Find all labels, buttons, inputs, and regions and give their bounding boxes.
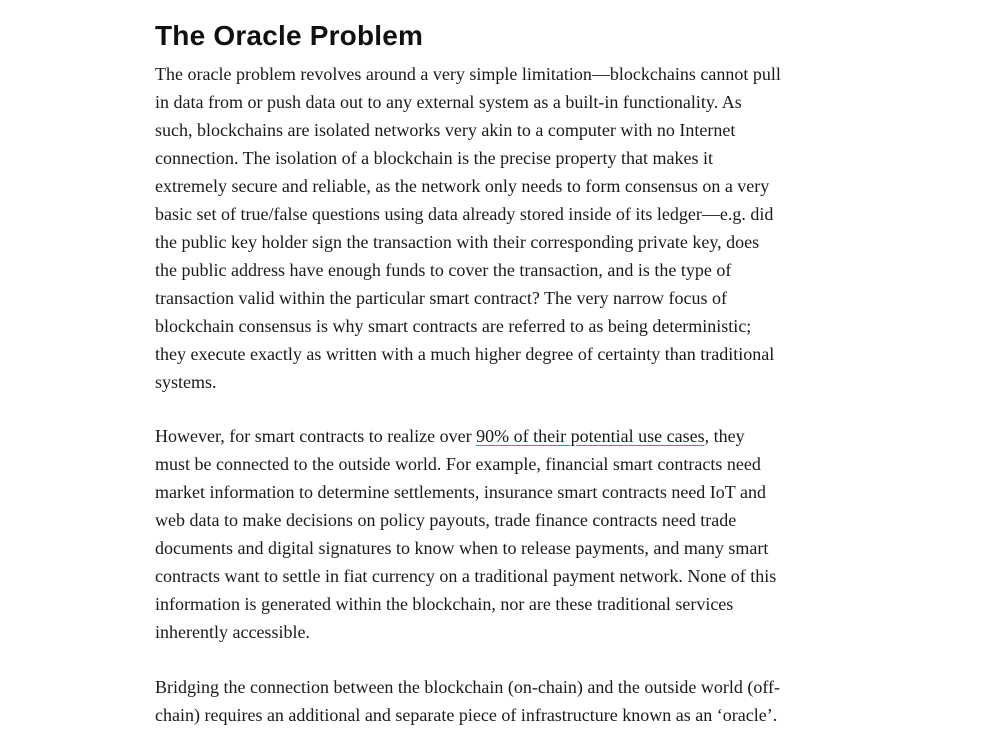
paragraph-line: they execute exactly as written with a much higher degree of certainty than traditional [155,344,775,364]
paragraph-line: must be connected to the outside world. For example, financial smart contracts need [155,454,761,474]
paragraph-line: basic set of true/false questions using data already stored inside of its ledger—e.g. did [155,204,774,224]
use-cases-link[interactable]: 90% of their potential use cases [476,426,705,446]
line-text: , they [704,426,745,446]
paragraph-line: market information to determine settlements, insurance smart contracts need IoT and [155,482,766,502]
paragraph-line: in data from or push data out to any external system as a built-in functionality. As [155,92,742,112]
paragraph-line: transaction valid within the particular smart contract? The very narrow focus of [155,288,727,308]
paragraph-line: The oracle problem revolves around a very simple limitation—blockchains cannot pull [155,64,781,84]
paragraph-line: the public address have enough funds to cover the transaction, and is the type of [155,260,732,280]
paragraph-line: contracts want to settle in fiat currency on a traditional payment network. None of this [155,566,777,586]
article-title: The Oracle Problem [155,20,424,51]
paragraph-1 [155,60,835,396]
paragraph-line: information is generated within the blockchain, nor are these traditional services [155,594,734,614]
paragraph-line: chain) requires an additional and separate piece of infrastructure known as an ‘oracle’. [155,705,778,725]
paragraph-line: systems. [155,372,217,392]
paragraph-3 [155,673,835,729]
line-text: However, for smart contracts to realize over [155,426,477,446]
paragraph-line: the public key holder sign the transaction with their corresponding private key, does [155,232,760,252]
paragraph-line [155,422,835,450]
paragraph-2 [155,422,835,646]
paragraph-line: Bridging the connection between the blockchain (on-chain) and the outside world (off- [155,677,780,697]
paragraph-line: blockchain consensus is why smart contracts are referred to as being deterministic; [155,316,752,336]
paragraph-line: inherently accessible. [155,622,310,642]
paragraph-line: web data to make decisions on policy payouts, trade finance contracts need trade [155,510,737,530]
paragraph-line: such, blockchains are isolated networks very akin to a computer with no Internet [155,120,736,140]
paragraph-line: connection. The isolation of a blockchain is the precise property that makes it [155,148,713,168]
paragraph-line: documents and digital signatures to know when to release payments, and many smart [155,538,769,558]
paragraph-line: extremely secure and reliable, as the network only needs to form consensus on a very [155,176,770,196]
